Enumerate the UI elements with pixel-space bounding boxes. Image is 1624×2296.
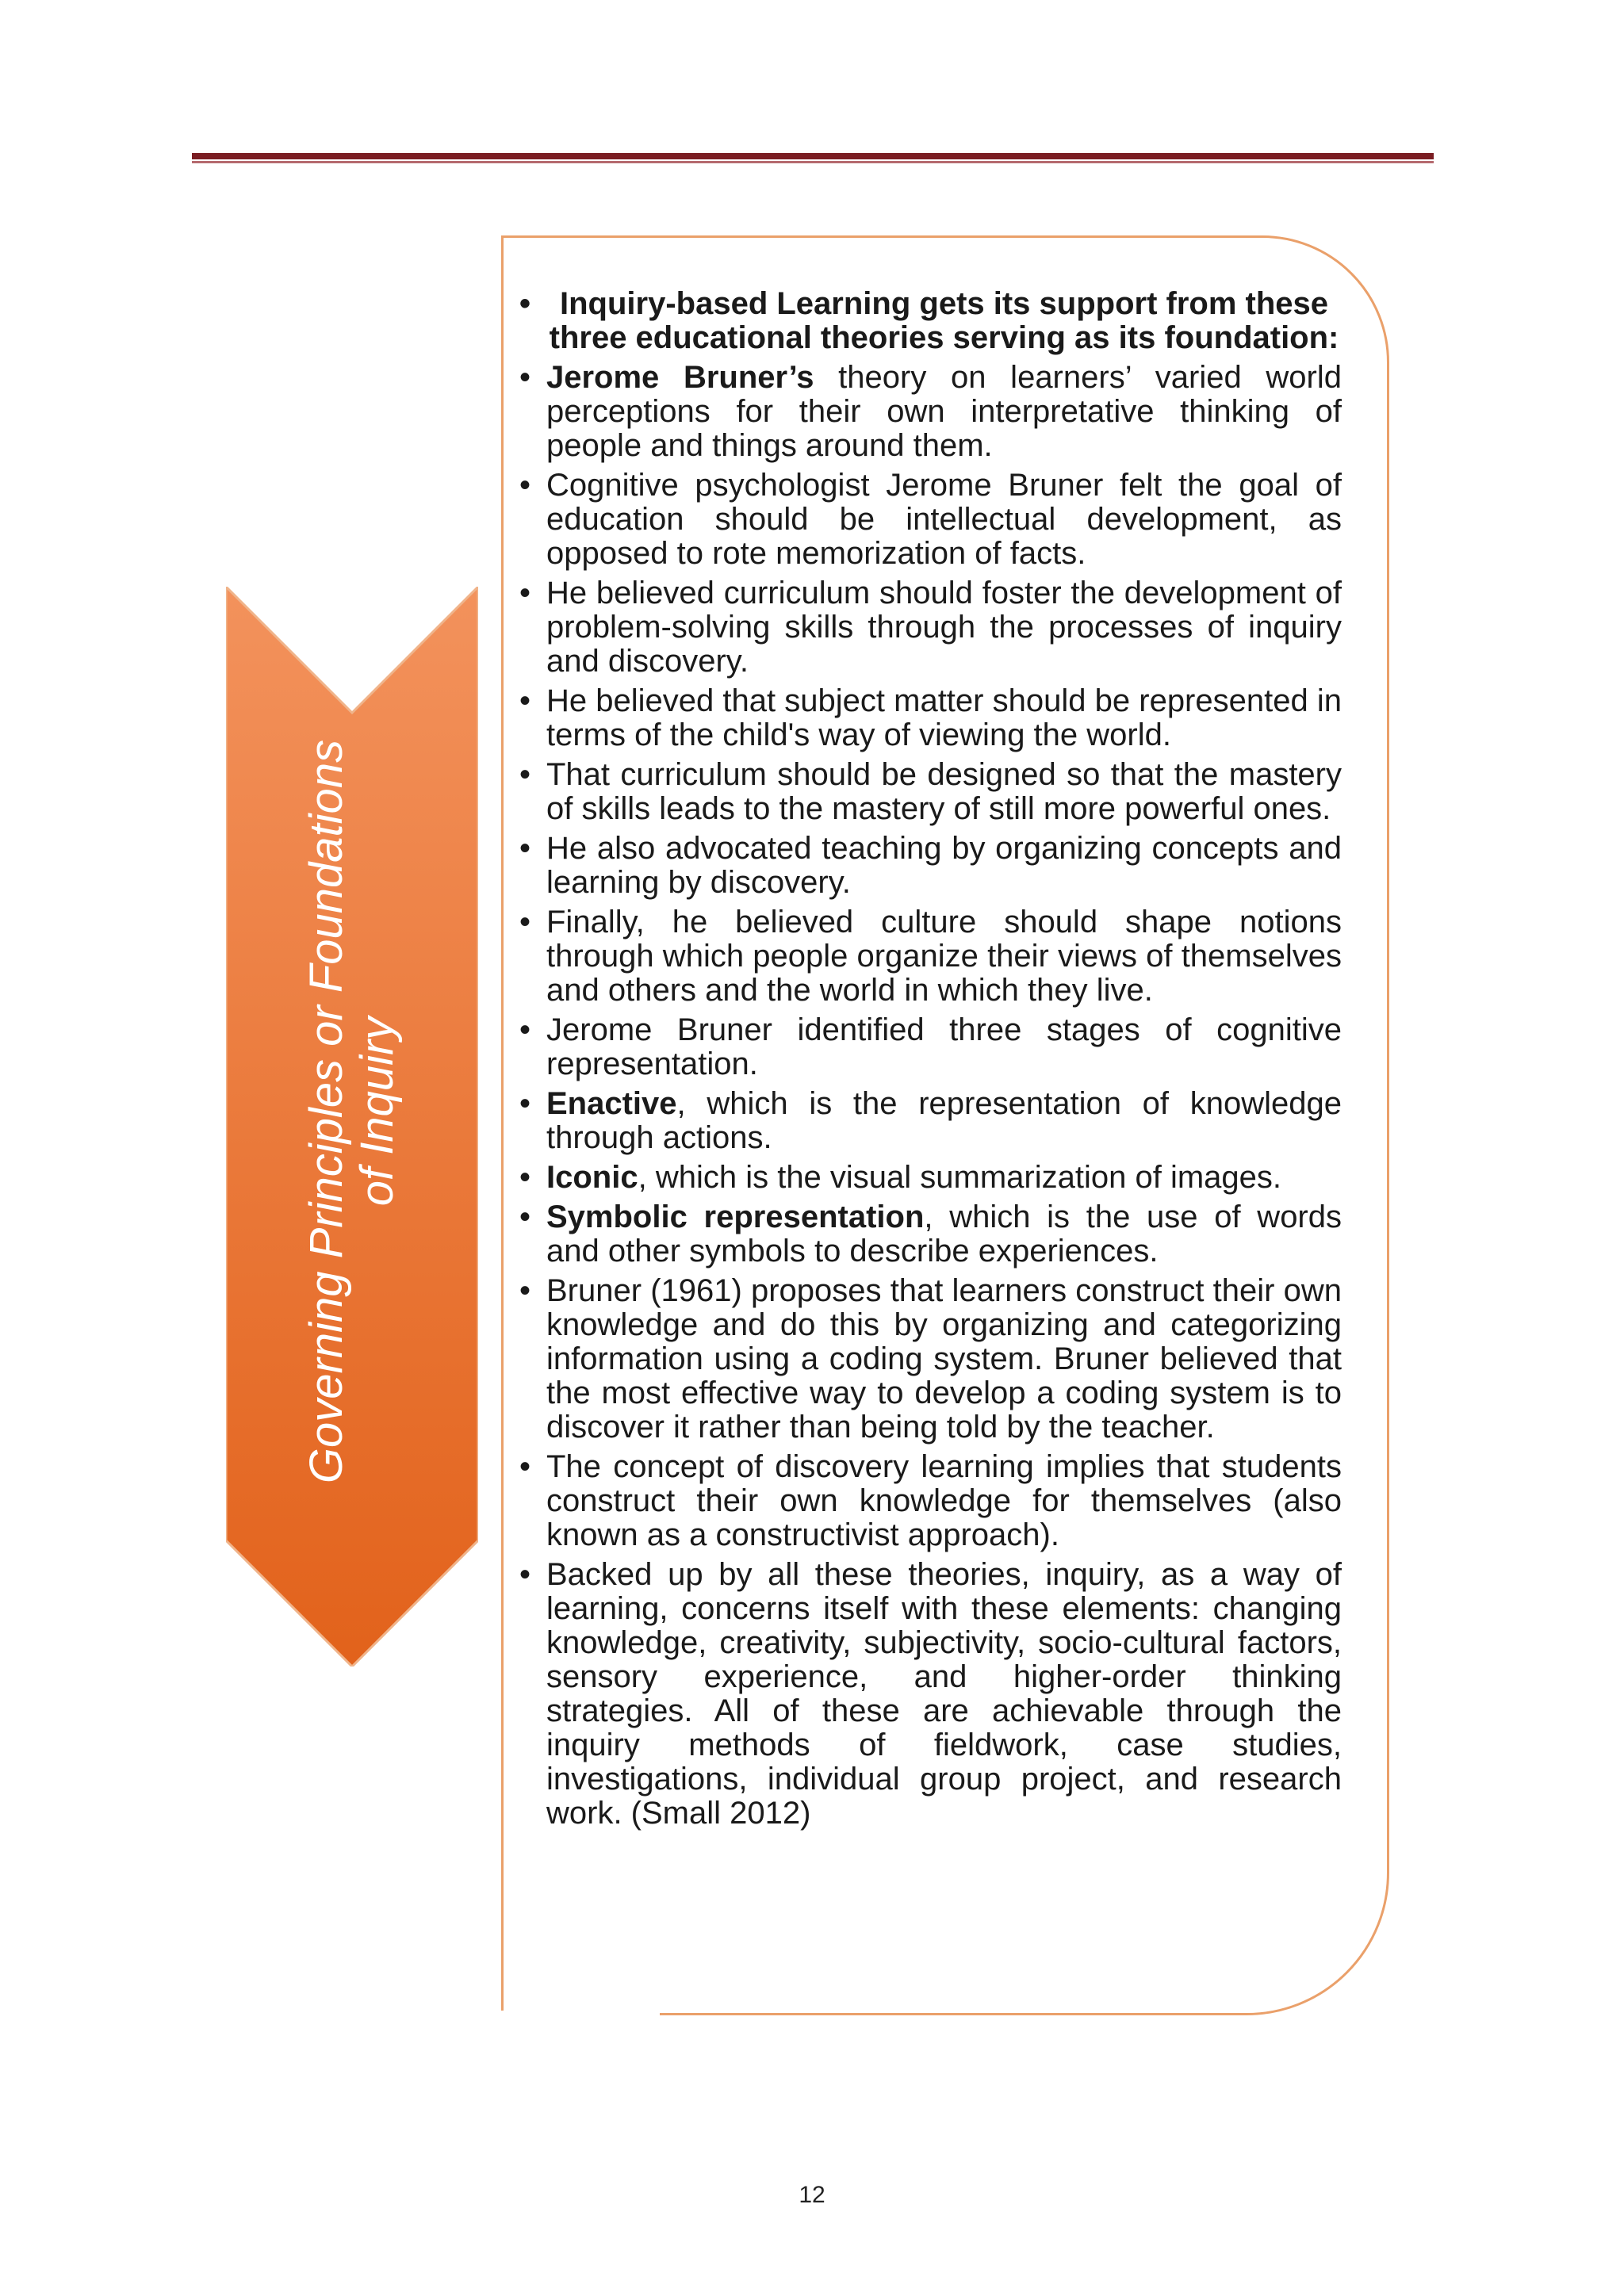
bullet-heading: • Inquiry-based Learning gets its support from these three educational theories serving as its foundation: bbox=[519, 287, 1342, 355]
section-chevron bbox=[226, 587, 478, 1667]
bullet-bold-term: Iconic bbox=[546, 1160, 638, 1195]
bullet-bold-term: Enactive bbox=[546, 1086, 677, 1121]
bullet-text: He believed that subject matter should be represented in terms of the child's way of viewing the world. bbox=[546, 683, 1342, 752]
bullet-text: Bruner (1961) proposes that learners construct their own knowledge and do this by organizing and categorizing information using a coding system. Bruner believed that the most effective way to develop a coding system is to discover it rather than being told by the teacher. bbox=[546, 1273, 1342, 1445]
bullet-list bbox=[519, 287, 1342, 1836]
bullet-text: He also advocated teaching by organizing concepts and learning by discovery. bbox=[546, 831, 1342, 900]
bullet-item bbox=[519, 758, 1342, 826]
bullet-item bbox=[519, 1558, 1342, 1831]
bullet-text: , which is the use of words and other symbols to describe experiences. bbox=[546, 1200, 1342, 1269]
bullet-text: Backed up by all these theories, inquiry, as a way of learning, concerns itself with these elements: changing knowledge, creativity, subjectivity, socio-cultural factors, sensory experience, and higher-order thinking strategies. All of these are achievable through the inquiry methods of fieldwork, case studies, investigations, individual group project, and research work. (Small 2012) bbox=[546, 1557, 1342, 1831]
page-number: 12 bbox=[799, 2182, 825, 2208]
bullet-text: Finally, he believed culture should shape notions through which people organize their views of themselves and others and the world in which they live. bbox=[546, 905, 1342, 1008]
bullet-item bbox=[519, 905, 1342, 1008]
bullet-text: The concept of discovery learning implies that students construct their own knowledge for themselves (also known as a constructivist approach). bbox=[546, 1449, 1342, 1552]
bullet-text: , which is the visual summarization of images. bbox=[638, 1160, 1282, 1195]
bullet-item bbox=[519, 1274, 1342, 1445]
bullet-bold-term: Symbolic representation bbox=[546, 1200, 925, 1234]
bullet-item bbox=[519, 1087, 1342, 1155]
bullet-item bbox=[519, 361, 1342, 463]
bullet-text: theory on learners’ varied world perceptions for their own interpretative thinking of people and things around them. bbox=[546, 360, 1342, 463]
header-rule-accent bbox=[192, 161, 1434, 163]
bullet-item bbox=[519, 469, 1342, 571]
bullet-item bbox=[519, 576, 1342, 679]
bullet-item bbox=[519, 1200, 1342, 1269]
bullet-text: Cognitive psychologist Jerome Bruner felt the goal of education should be intellectual development, as opposed to rote memorization of facts. bbox=[546, 468, 1342, 571]
bullet-item bbox=[519, 1161, 1342, 1195]
bullet-text: Jerome Bruner identified three stages of cognitive representation. bbox=[546, 1012, 1342, 1081]
bullet-bold-term: Jerome Bruner’s bbox=[546, 360, 814, 395]
bullet-item bbox=[519, 1450, 1342, 1552]
sidebar-title: Governing Principles or Foundations of Inquiry bbox=[301, 739, 403, 1484]
bullet-item bbox=[519, 684, 1342, 752]
header-rule bbox=[192, 153, 1434, 159]
bullet-text: That curriculum should be designed so that the mastery of skills leads to the mastery of still more powerful ones. bbox=[546, 757, 1342, 826]
bullet-text: , which is the representation of knowledge through actions. bbox=[546, 1086, 1342, 1155]
bullet-item bbox=[519, 1013, 1342, 1081]
bullet-item bbox=[519, 832, 1342, 900]
bullet-text: He believed curriculum should foster the development of problem-solving skills through the processes of inquiry and discovery. bbox=[546, 576, 1342, 679]
